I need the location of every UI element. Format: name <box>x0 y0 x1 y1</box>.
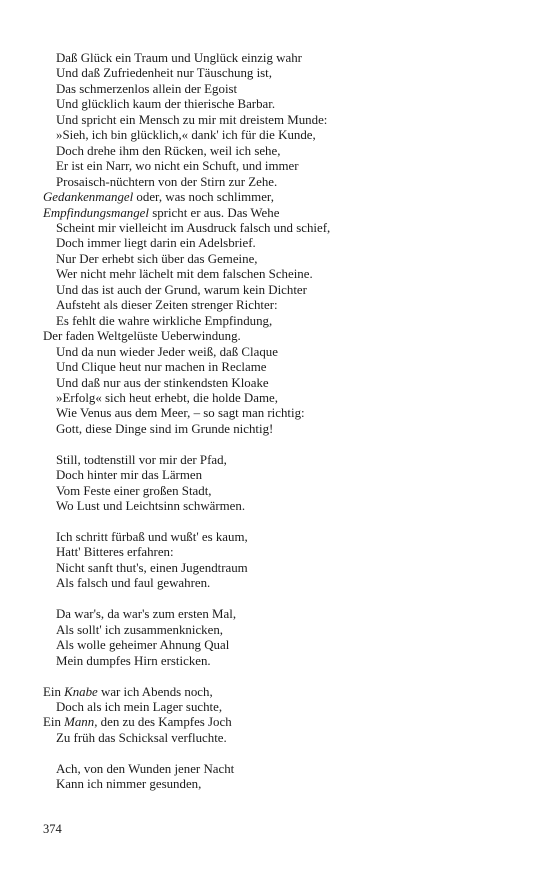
verse-text: , den zu des Kampfes Joch <box>94 715 232 730</box>
verse-line <box>43 762 533 777</box>
verse-line <box>43 298 533 313</box>
verse-line <box>43 206 533 221</box>
verse-text: Doch immer liegt darin ein Adelsbrief. <box>56 236 256 251</box>
verse-line <box>43 252 533 267</box>
verse-line <box>43 499 533 514</box>
stanza-break <box>43 669 533 684</box>
verse-line <box>43 638 533 653</box>
verse-line <box>43 576 533 591</box>
verse-text: Aufsteht als dieser Zeiten strenger Richter: <box>56 298 278 313</box>
verse-text: Ein <box>43 684 65 699</box>
verse-line <box>43 607 533 622</box>
stanza-break <box>43 515 533 530</box>
verse-text: Ein <box>43 715 65 730</box>
verse-line <box>43 113 533 128</box>
stanza-break <box>43 437 533 452</box>
verse-text: Kann ich nimmer gesunden, <box>56 777 202 792</box>
verse-line <box>43 236 533 251</box>
verse-line <box>43 777 533 792</box>
verse-line <box>43 623 533 638</box>
verse-line <box>43 468 533 483</box>
verse-line <box>43 530 533 545</box>
verse-line <box>43 700 533 715</box>
verse-text: Prosaisch-nüchtern von der Stirn zur Zehe. <box>56 174 278 189</box>
verse-text: »Erfolg« sich heut erhebt, die holde Dame, <box>56 390 278 405</box>
verse-line <box>43 484 533 499</box>
page-number: 374 <box>43 822 62 836</box>
verse-text: Das schmerzenlos allein der Egoist <box>56 81 238 96</box>
verse-text: Vom Feste einer großen Stadt, <box>56 483 212 498</box>
verse-text: Doch als ich mein Lager suchte, <box>56 699 223 714</box>
verse-line <box>43 221 533 236</box>
verse-text: Ich schritt fürbaß und wußt' es kaum, <box>56 530 248 545</box>
verse-text: Wie Venus aus dem Meer, – so sagt man richtig: <box>56 406 305 421</box>
verse-line <box>43 97 533 112</box>
verse-text: Mein dumpfes Hirn ersticken. <box>56 653 211 668</box>
verse-line <box>43 545 533 560</box>
verse-text: Nur Der erhebt sich über das Gemeine, <box>56 251 258 266</box>
verse-line <box>43 406 533 421</box>
verse-text: Wer nicht mehr lächelt mit dem falschen Scheine. <box>56 267 313 282</box>
verse-line <box>43 283 533 298</box>
verse-text: oder, was noch schlimmer, <box>133 190 274 205</box>
verse-line <box>43 159 533 174</box>
verse-line <box>43 715 533 730</box>
verse-line <box>43 144 533 159</box>
verse-text: Gott, diese Dinge sind im Grunde nichtig! <box>56 421 274 436</box>
verse-text: Und spricht ein Mensch zu mir mit dreistem Munde: <box>56 112 328 127</box>
verse-text: Und Clique heut nur machen in Reclame <box>56 360 267 375</box>
verse-text: Als falsch und faul gewahren. <box>56 576 211 591</box>
verse-text: Da war's, da war's zum ersten Mal, <box>56 607 237 622</box>
verse-text: Als wolle geheimer Ahnung Qual <box>56 638 230 653</box>
verse-line <box>43 190 533 205</box>
verse-line <box>43 422 533 437</box>
verse-text: Als sollt' ich zusammenknicken, <box>56 622 224 637</box>
verse-line <box>43 360 533 375</box>
emphasized-word: Mann <box>64 715 95 730</box>
verse-text: Und das ist auch der Grund, warum kein Dichter <box>56 282 307 297</box>
verse-line <box>43 329 533 344</box>
verse-line <box>43 654 533 669</box>
verse-text: war ich Abends noch, <box>97 684 213 699</box>
verse-text: Daß Glück ein Traum und Unglück einzig wahr <box>56 51 302 65</box>
verse-line <box>43 731 533 746</box>
verse-text: Und daß nur aus der stinkendsten Kloake <box>56 375 269 390</box>
verse-line <box>43 376 533 391</box>
verse-line <box>43 453 533 468</box>
verse-text: Er ist ein Narr, wo nicht ein Schuft, und immer <box>56 159 299 174</box>
verse-line <box>43 51 533 66</box>
verse-text: Scheint mir vielleicht im Ausdruck falsch und schief, <box>56 220 331 235</box>
emphasized-word: Gedankenmangel <box>43 190 134 205</box>
stanza-break <box>43 746 533 761</box>
emphasized-word: Knabe <box>64 684 98 699</box>
verse-line <box>43 345 533 360</box>
verse-line <box>43 66 533 81</box>
verse-text: Der faden Weltgelüste Ueberwindung. <box>43 329 241 344</box>
verse-text: Und daß Zufriedenheit nur Täuschung ist, <box>56 66 272 81</box>
verse-line <box>43 314 533 329</box>
verse-text: Hatt' Bitteres erfahren: <box>56 545 174 560</box>
verse-text: Und da nun wieder Jeder weiß, daß Claque <box>56 344 278 359</box>
verse-text: Und glücklich kaum der thierische Barbar. <box>56 97 276 112</box>
verse-text: spricht er aus. Das Wehe <box>148 205 280 220</box>
verse-line <box>43 685 533 700</box>
verse-text: Nicht sanft thut's, einen Jugendtraum <box>56 560 248 575</box>
emphasized-word: Empfindungsmangel <box>43 205 149 220</box>
verse-text: Doch drehe ihm den Rücken, weil ich sehe, <box>56 143 281 158</box>
verse-line <box>43 175 533 190</box>
verse-text: Wo Lust und Leichtsinn schwärmen. <box>56 499 246 514</box>
verse-text: Still, todtenstill vor mir der Pfad, <box>56 452 227 467</box>
stanza-break <box>43 592 533 607</box>
verse-text: »Sieh, ich bin glücklich,« dank' ich für die Kunde, <box>56 128 316 143</box>
verse-text: Es fehlt die wahre wirkliche Empfindung, <box>56 313 273 328</box>
verse-text: Doch hinter mir das Lärmen <box>56 468 203 483</box>
verse-line <box>43 561 533 576</box>
poem-text <box>43 51 533 793</box>
verse-text: Ach, von den Wunden jener Nacht <box>56 761 235 776</box>
verse-line <box>43 267 533 282</box>
verse-line <box>43 391 533 406</box>
verse-text: Zu früh das Schicksal verfluchte. <box>56 730 227 745</box>
verse-line <box>43 82 533 97</box>
verse-line <box>43 128 533 143</box>
